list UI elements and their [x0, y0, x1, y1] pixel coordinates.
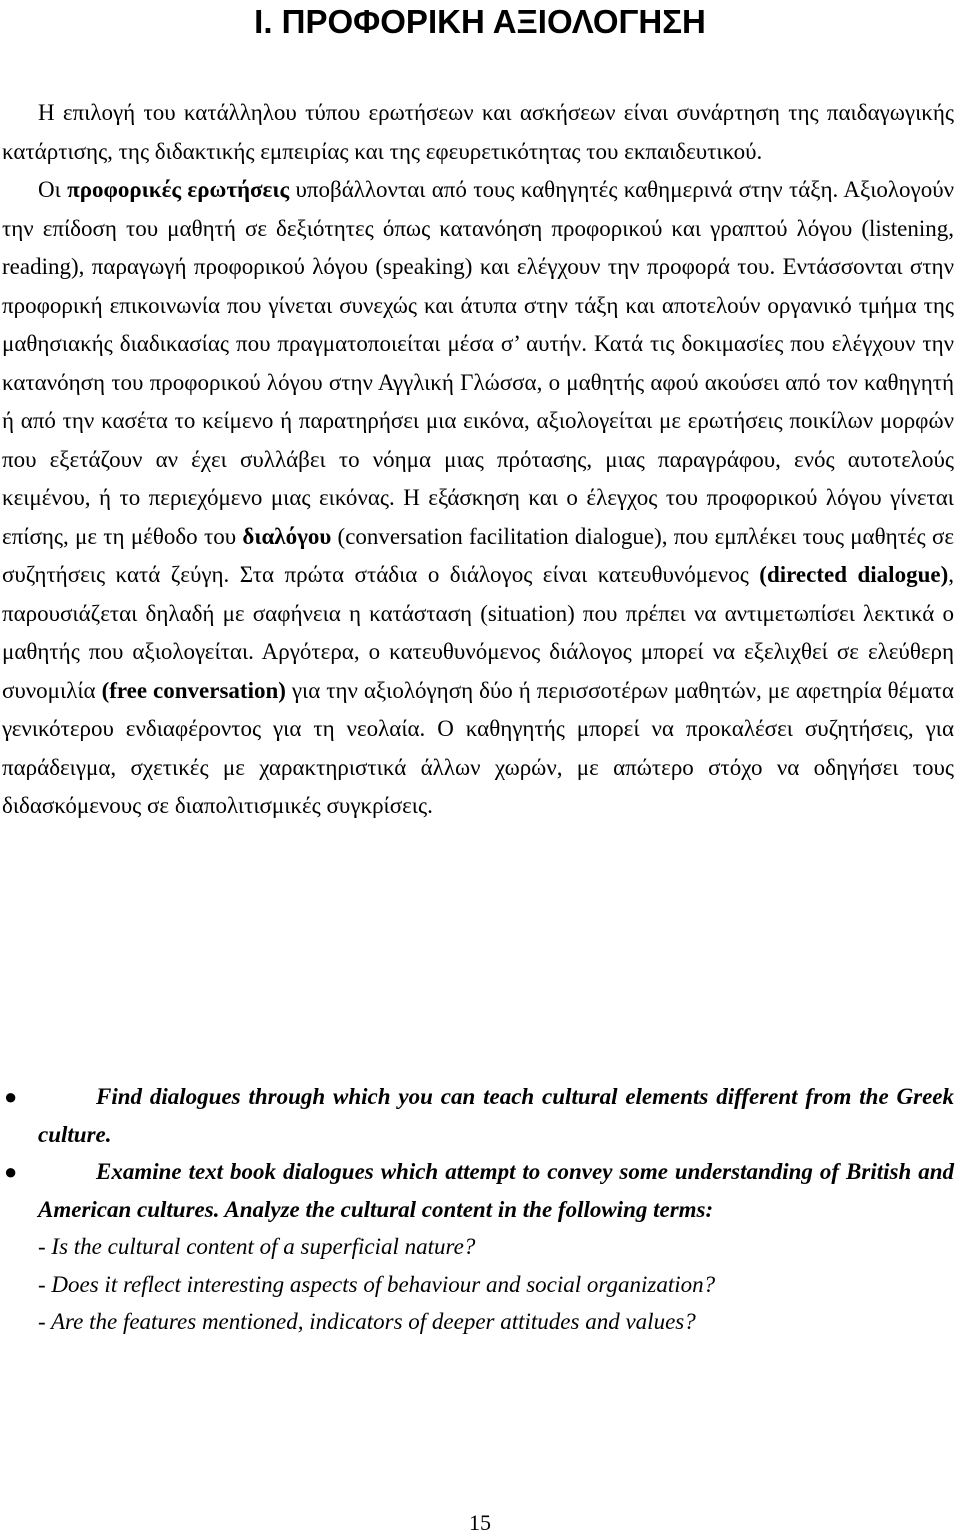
bullet-icon: ● — [4, 1159, 18, 1184]
question-line: - Does it reflect interesting aspects of behaviour and social organization? — [38, 1271, 716, 1297]
main-paragraph — [2, 171, 954, 826]
term-oral-questions: προφορικές ερωτήσεις — [67, 177, 290, 202]
exercise-text — [38, 1159, 954, 1222]
term-dialogue: διαλόγου — [242, 523, 332, 549]
bullet-icon: ● — [4, 1084, 18, 1109]
question-line: - Is the cultural content of a superficial nature? — [38, 1234, 476, 1259]
exercise-list — [2, 1078, 954, 1341]
exercise-text-content: Find dialogues through which you can teach cultural elements different from the Greek culture. — [38, 1084, 954, 1147]
exercise-item — [2, 1153, 954, 1341]
term-free-conversation: (free conversation) — [101, 677, 286, 703]
question-line: - Are the features mentioned, indicators of deeper attitudes and values? — [38, 1309, 696, 1334]
body-text — [2, 94, 954, 826]
page-heading: Ι. ΠΡΟΦΟΡΙΚΗ ΑΞΙΟΛΟΓΗΣΗ — [254, 3, 706, 40]
exercise-item — [2, 1078, 954, 1153]
intro-paragraph — [2, 94, 954, 171]
term-directed-dialogue: (directed dialogue) — [759, 562, 949, 587]
para-s1-rest: υποβάλλονται από τους καθηγητές καθημερινά στην τάξη. Αξιολογούν την επίδοση του μαθητή σε δεξιότητες όπως κατανόηση προφορικού και γραπτού λόγου (listening, reading), παραγωγή προφορικού λόγου (speaking) και ελέγχουν την προφορά του. Εντάσσονται στην προφορική επικοινωνία που γίνεται συνεχώς και άτυπα στην τάξη και αποτελούν οργανικό τμήμα της μαθησιακής διαδικασίας που πραγματοποιείται μέσα σ’ αυτήν. Κατά τις δοκιμασίες που ελέγχουν την κατανόηση του προφορικού λόγου στην Αγγλική Γλώσσα, ο μαθητής αφού ακούσει από τον καθηγητή ή από την κασέτα το κείμενο ή παρατηρήσει μια εικόνα, αξιολογείται με ερωτήσεις ποικίλων μορφών που εξετάζουν αν έχει συλλάβει το νόημα μιας πρότασης, μιας παραγράφου, ενός αυτοτελούς κειμένου, ή το περιεχόμενο μιας εικόνας. Η εξάσκηση και ο έλεγχος του προφορικού λόγου γίνεται επίσης, με τη μέθοδο του — [2, 177, 954, 549]
exercise-text — [38, 1084, 954, 1147]
intro-text: Η επιλογή του κατάλληλου τύπου ερωτήσεων και ασκήσεων είναι συνάρτηση της παιδαγωγικής κατάρτισης, της διδακτικής εμπειρίας και της εφευρετικότητας του εκπαιδευτικού. — [2, 100, 954, 164]
exercise-text-content: Examine text book dialogues which attempt to convey some understanding of British and American cultures. Analyze the cultural content in the following terms: — [38, 1159, 954, 1222]
para-s3-rest: , παρουσιάζεται δηλαδή με σαφήνεια η κατάσταση (situation) που πρέπει να αντιμετωπίσει λεκτικά ο μαθητής που αξιολογείται. Αργότερα, ο κατευθυνόμενος διάλογος μπορεί να εξελιχθεί σε ελεύθερη συνομιλία — [2, 562, 954, 703]
para-s2-rest: (conversation facilitation dialogue), που εμπλέκει τους μαθητές σε συζητήσεις κατά ζεύγη. Στα πρώτα στάδια ο διάλογος είναι κατευθυνόμενος — [2, 523, 954, 587]
para-s1-prefix: Οι — [38, 177, 68, 202]
page-number: 15 — [469, 1510, 491, 1535]
para-s4-rest: για την αξιολόγηση δύο ή περισσοτέρων μαθητών, με αφετηρία θέματα γενικότερου ενδιαφέροντος για τη νεολαία. Ο καθηγητής μπορεί να προκαλέσει συζητήσεις, για παράδειγμα, σχετικές με χαρακτηριστικά άλλων χωρών, με απώτερο στόχο να οδηγήσει τους διδασκόμενους σε διαπολιτισμικές συγκρίσεις. — [2, 677, 954, 818]
